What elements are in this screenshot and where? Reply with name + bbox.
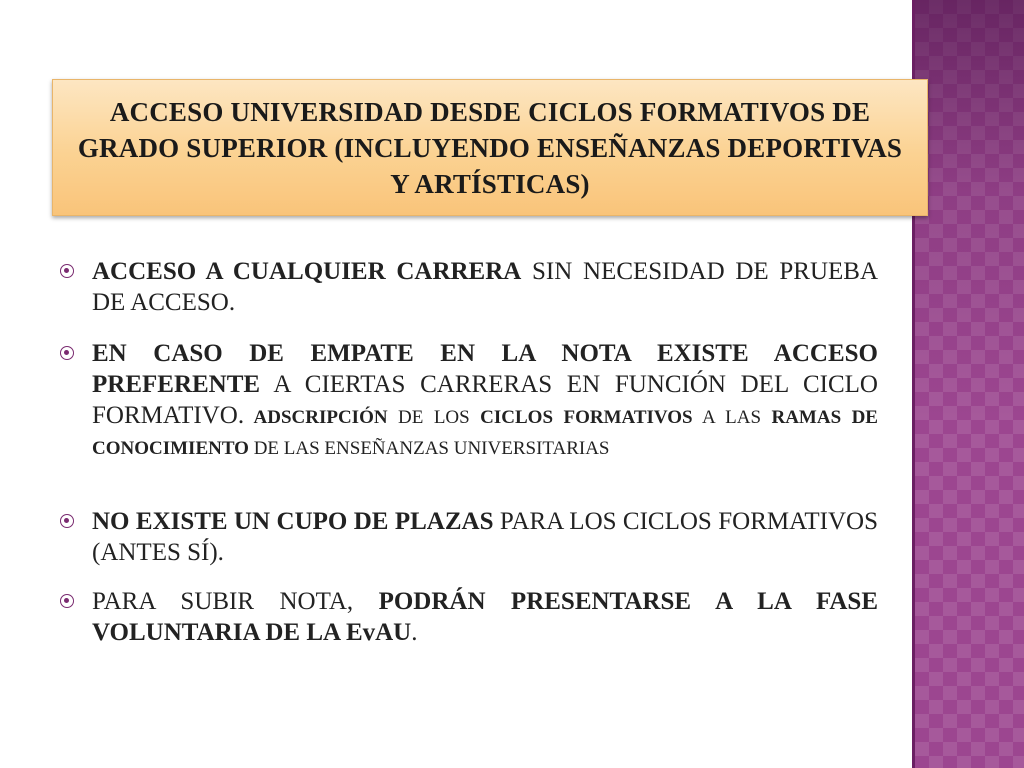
bullet-icon: [60, 264, 74, 278]
bullet-icon: [60, 594, 74, 608]
bullet-list: [60, 256, 878, 648]
bullet-3-bold: NO EXISTE UN CUPO DE PLAZAS: [92, 508, 494, 535]
bullet-3-text: PARA LOS CICLOS FORMATIVOS (ANTES SÍ).: [92, 508, 878, 566]
bullet-2-small-e: RAMAS DE CONOCIMIENTO: [92, 407, 878, 459]
bullet-4-pre: PARA SUBIR NOTA,: [92, 588, 379, 615]
bullet-2-small-c: CICLOS FORMATIVOS: [480, 407, 693, 428]
bullet-icon: [60, 514, 74, 528]
bullet-4-bold: PODRÁN PRESENTARSE A LA FASE VOLUNTARIA DE LA EvAU: [92, 588, 878, 646]
bullet-2-text: A CIERTAS CARRERAS EN FUNCIÓN DEL CICLO FORMATIVO.: [92, 371, 878, 429]
bullet-4-text: .: [411, 619, 418, 646]
bullet-1-text: SIN NECESIDAD DE PRUEBA DE ACCESO.: [92, 258, 878, 316]
bullet-2-small-a: ADSCRIPCIÓN: [244, 407, 388, 428]
bullet-item-1: [60, 256, 878, 318]
bullet-1-bold: ACCESO A CUALQUIER CARRERA: [92, 258, 522, 285]
bullet-2-bold: EN CASO DE EMPATE EN LA NOTA EXISTE ACCESO PREFERENTE: [92, 340, 878, 398]
bullet-2-small-f: DE LAS ENSEÑANZAS UNIVERSITARIAS: [248, 438, 610, 459]
title-box: [52, 79, 928, 216]
decorative-side-band: [912, 0, 1024, 768]
bullet-2-small-b: DE LOS: [387, 407, 481, 428]
bullet-2-small-d: A LAS: [692, 407, 772, 428]
slide-title: ACCESO UNIVERSIDAD DESDE CICLOS FORMATIVOS DE GRADO SUPERIOR (INCLUYENDO ENSEÑANZAS DEPORTIVAS Y ARTÍSTICAS): [77, 96, 903, 199]
bullet-item-4: [60, 586, 878, 648]
bullet-icon: [60, 346, 74, 360]
bullet-item-3: [60, 506, 878, 568]
bullet-item-2: [60, 338, 878, 462]
